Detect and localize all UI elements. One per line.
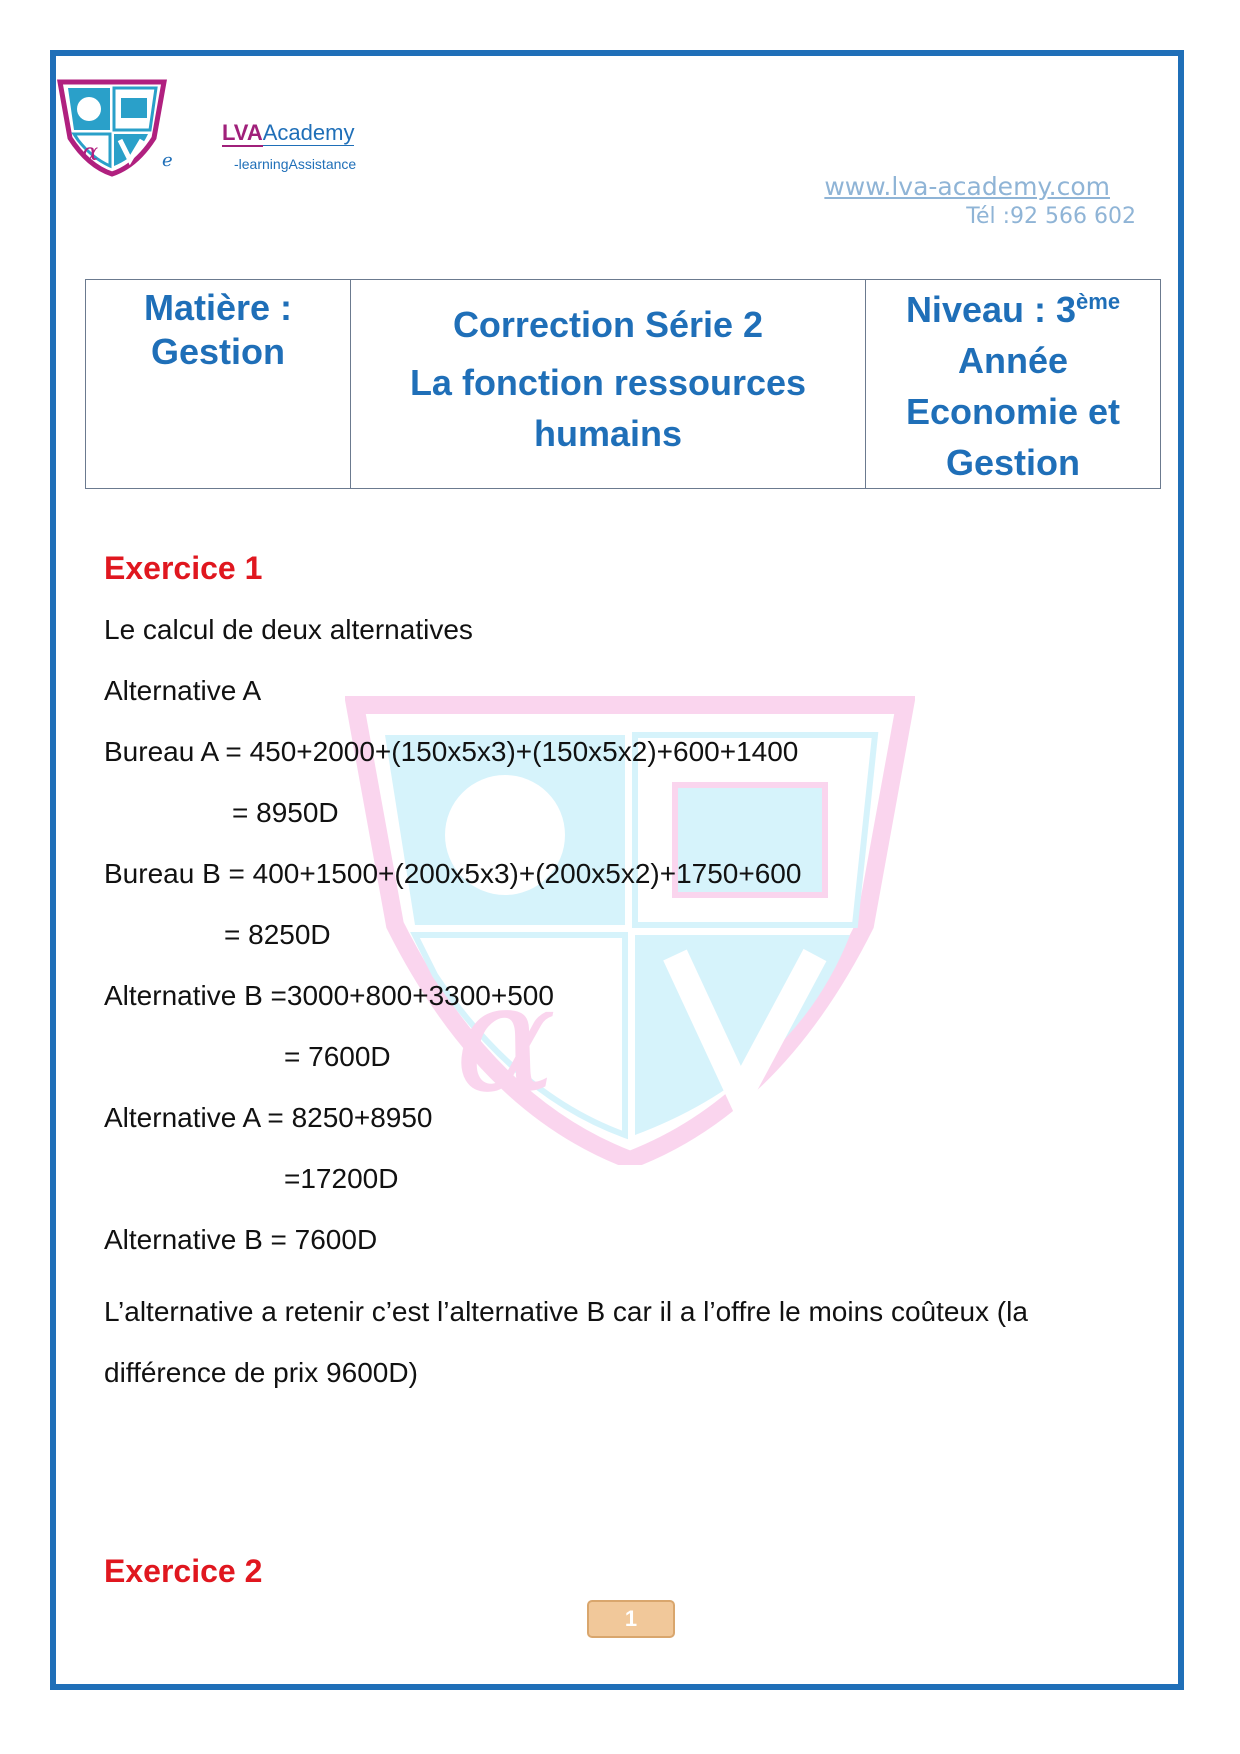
exercise-1-line: Alternative B =3000+800+3300+500 xyxy=(104,980,554,1011)
svg-text:α: α xyxy=(82,138,99,166)
subject-label: Matière : xyxy=(143,287,293,328)
svg-text:α: α xyxy=(455,952,557,1126)
exercise-1-line: =17200D xyxy=(284,1163,399,1194)
document-subtitle-1: La fonction ressources xyxy=(409,362,807,403)
brand-tagline: -learningAssistance xyxy=(234,156,357,172)
exercise-1-conclusion: L’alternative a retenir c’est l’alternative B car il a l’offre le moins coûteux (la différence de prix 9600D) xyxy=(104,1296,1028,1388)
academy-logo-icon xyxy=(56,78,168,178)
exercise-1-line: = 8950D xyxy=(232,797,339,828)
main-content xyxy=(104,548,1144,1591)
info-table xyxy=(85,279,1161,489)
exercise-1-line: Le calcul de deux alternatives xyxy=(104,614,473,645)
brand-name xyxy=(222,120,354,146)
page-number-badge: 1 xyxy=(587,1600,675,1638)
subject-value: Gestion xyxy=(150,331,285,372)
exercise-1-line: = 8250D xyxy=(224,919,331,950)
level-line-4: Gestion xyxy=(945,442,1080,483)
exercise-2-title: Exercice 2 xyxy=(104,1553,263,1589)
website-link[interactable]: www.lva-academy.com xyxy=(824,172,1110,201)
level-line-2: Année xyxy=(957,340,1069,381)
document-title: Correction Série 2 xyxy=(452,304,764,345)
level-sup: ème xyxy=(1076,289,1121,314)
document-subtitle-2: humains xyxy=(533,413,683,454)
exercise-1-line: = 7600D xyxy=(284,1041,391,1072)
phone-number: Tél :92 566 602 xyxy=(966,204,1136,229)
exercise-1-title: Exercice 1 xyxy=(104,550,263,586)
level-cell xyxy=(866,280,1161,489)
logo-letter: e xyxy=(162,150,173,171)
level-label-text: Niveau : 3 xyxy=(905,289,1077,330)
subject-cell xyxy=(86,280,351,489)
exercise-1-line: Bureau A = 450+2000+(150x5x3)+(150x5x2)+600+1400 xyxy=(104,736,799,767)
exercise-1-line: Alternative B = 7600D xyxy=(104,1224,378,1255)
brand-secondary: Academy xyxy=(262,120,355,145)
exercise-1-line: Bureau B = 400+1500+(200x5x3)+(200x5x2)+1750+600 xyxy=(104,858,802,889)
exercise-1-line: Alternative A = 8250+8950 xyxy=(104,1102,433,1133)
level-line-3: Economie et xyxy=(905,391,1121,432)
exercise-1-line: Alternative A xyxy=(104,675,262,706)
level-label xyxy=(866,284,1160,335)
brand-primary: LVA xyxy=(222,120,263,145)
title-cell xyxy=(351,280,866,489)
